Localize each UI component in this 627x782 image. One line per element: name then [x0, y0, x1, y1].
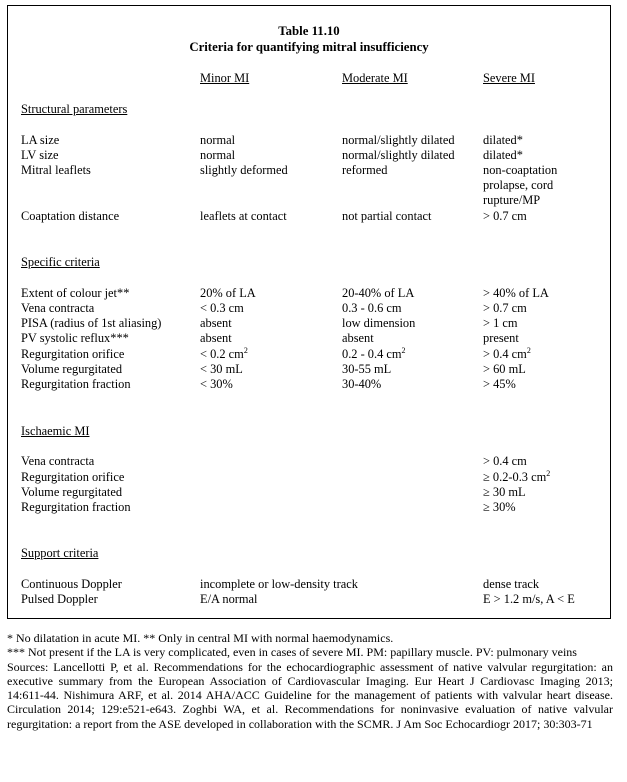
cell-moderate: reformed [342, 163, 388, 177]
cell-minor: 20% of LA [200, 286, 256, 300]
cell-severe: non-coaptation [483, 163, 558, 177]
cell-severe: > 1 cm [483, 316, 518, 330]
cell-severe: dilated* [483, 133, 523, 147]
criteria-table [7, 5, 611, 619]
cell-severe: > 0.4 cm [483, 454, 527, 468]
cell-severe: > 40% of LA [483, 286, 549, 300]
row-label: Regurgitation orifice [21, 470, 125, 484]
row-label: LA size [21, 133, 60, 147]
footnote: *** Not present if the LA is very complicated, even in cases of severe MI. PM: papillary muscle. PV: pulmonary veins [7, 645, 577, 660]
cell-moderate: 0.3 - 0.6 cm [342, 301, 402, 315]
row-label: Volume regurgitated [21, 362, 123, 376]
cell-moderate: low dimension [342, 316, 416, 330]
row-label: Coaptation distance [21, 209, 120, 223]
cell-minor: slightly deformed [200, 163, 288, 177]
section-heading: Specific criteria [21, 255, 100, 269]
column-header-severe: Severe MI [483, 71, 535, 85]
cell-severe: dilated* [483, 148, 523, 162]
cell-minor: E/A normal [200, 592, 258, 606]
cell-severe: > 0.7 cm [483, 209, 527, 223]
row-label: Regurgitation orifice [21, 347, 125, 361]
cell-moderate: 30-55 mL [342, 362, 392, 376]
cell-severe: ≥ 30 mL [483, 485, 526, 499]
footnote: * No dilatation in acute MI. ** Only in central MI with normal haemodynamics. [7, 631, 394, 645]
row-label: Mitral leaflets [21, 163, 91, 177]
cell-severe: prolapse, cord [483, 178, 554, 192]
cell-moderate: normal/slightly dilated [342, 148, 455, 162]
section-heading: Ischaemic MI [21, 424, 90, 438]
cell-minor: < 0.3 cm [200, 301, 244, 315]
cell-severe: > 45% [483, 377, 516, 391]
cell-minor: leaflets at contact [200, 209, 287, 223]
row-label: Extent of colour jet** [21, 286, 130, 300]
cell-moderate: 20-40% of LA [342, 286, 415, 300]
column-header-minor: Minor MI [200, 71, 250, 85]
cell-severe: E > 1.2 m/s, A < E [483, 592, 575, 606]
cell-severe: rupture/MP [483, 193, 541, 207]
table-number: Table 11.10 [278, 24, 340, 38]
cell-severe: > 0.4 $cm^2$ [483, 346, 531, 361]
cell-minor: normal [200, 133, 236, 147]
row-label: Pulsed Doppler [21, 592, 98, 606]
row-label: LV size [21, 148, 59, 162]
cell-moderate: not partial contact [342, 209, 432, 223]
row-label: PV systolic reflux*** [21, 331, 129, 345]
cell-minor: normal [200, 148, 236, 162]
cell-moderate: 30-40% [342, 377, 382, 391]
cell-minor: < 30 mL [200, 362, 243, 376]
row-label: Volume regurgitated [21, 485, 123, 499]
cell-moderate: absent [342, 331, 374, 345]
cell-moderate: 0.2 - 0.4 $cm^2$ [342, 346, 406, 361]
column-header-moderate: Moderate MI [342, 71, 408, 85]
cell-severe: ≥ 0.2-0.3 $cm^2$ [483, 469, 551, 484]
row-label: Vena contracta [21, 301, 95, 315]
cell-minor: absent [200, 316, 232, 330]
footnotes [7, 631, 613, 731]
cell-severe: dense track [483, 577, 540, 591]
section-heading: Support criteria [21, 546, 99, 560]
row-label: PISA (radius of 1st aliasing) [21, 316, 162, 330]
cell-minor: absent [200, 331, 232, 345]
cell-minor: < 30% [200, 377, 233, 391]
row-label: Regurgitation fraction [21, 377, 131, 391]
cell-severe: present [483, 331, 519, 345]
sources: Sources: Lancellotti P, et al. Recommendations for the echocardiographic assessment of native valvular regurgitation: an executive summary from the European Association of Cardiovascular Imaging. Eur Heart J Cardiovasc Imaging 2013; 14:611-44. Nishimura ARF, et al. 2014 AHA/ACC Guideline for the management of patients with valvular heart disease. Circulation 2014; 129:e521-e643. Zoghbi WA, et al. Recommendations for noninvasive evaluation of native valvular regurgitation: a report from the ASE developed in collaboration with the SCMR. J Am Soc Echocardiogr 2017; 30:303-71 [7, 659, 613, 731]
cell-severe: ≥ 30% [483, 500, 516, 514]
row-label: Continuous Doppler [21, 577, 122, 591]
cell-moderate: normal/slightly dilated [342, 133, 455, 147]
cell-minor: incomplete or low-density track [200, 577, 358, 591]
cell-minor: < 0.2 $cm^2$ [200, 346, 248, 361]
table-title: Criteria for quantifying mitral insufficiency [189, 40, 429, 54]
section-heading: Structural parameters [21, 102, 128, 116]
cell-severe: > 60 mL [483, 362, 526, 376]
row-label: Vena contracta [21, 454, 95, 468]
cell-severe: > 0.7 cm [483, 301, 527, 315]
row-label: Regurgitation fraction [21, 500, 131, 514]
